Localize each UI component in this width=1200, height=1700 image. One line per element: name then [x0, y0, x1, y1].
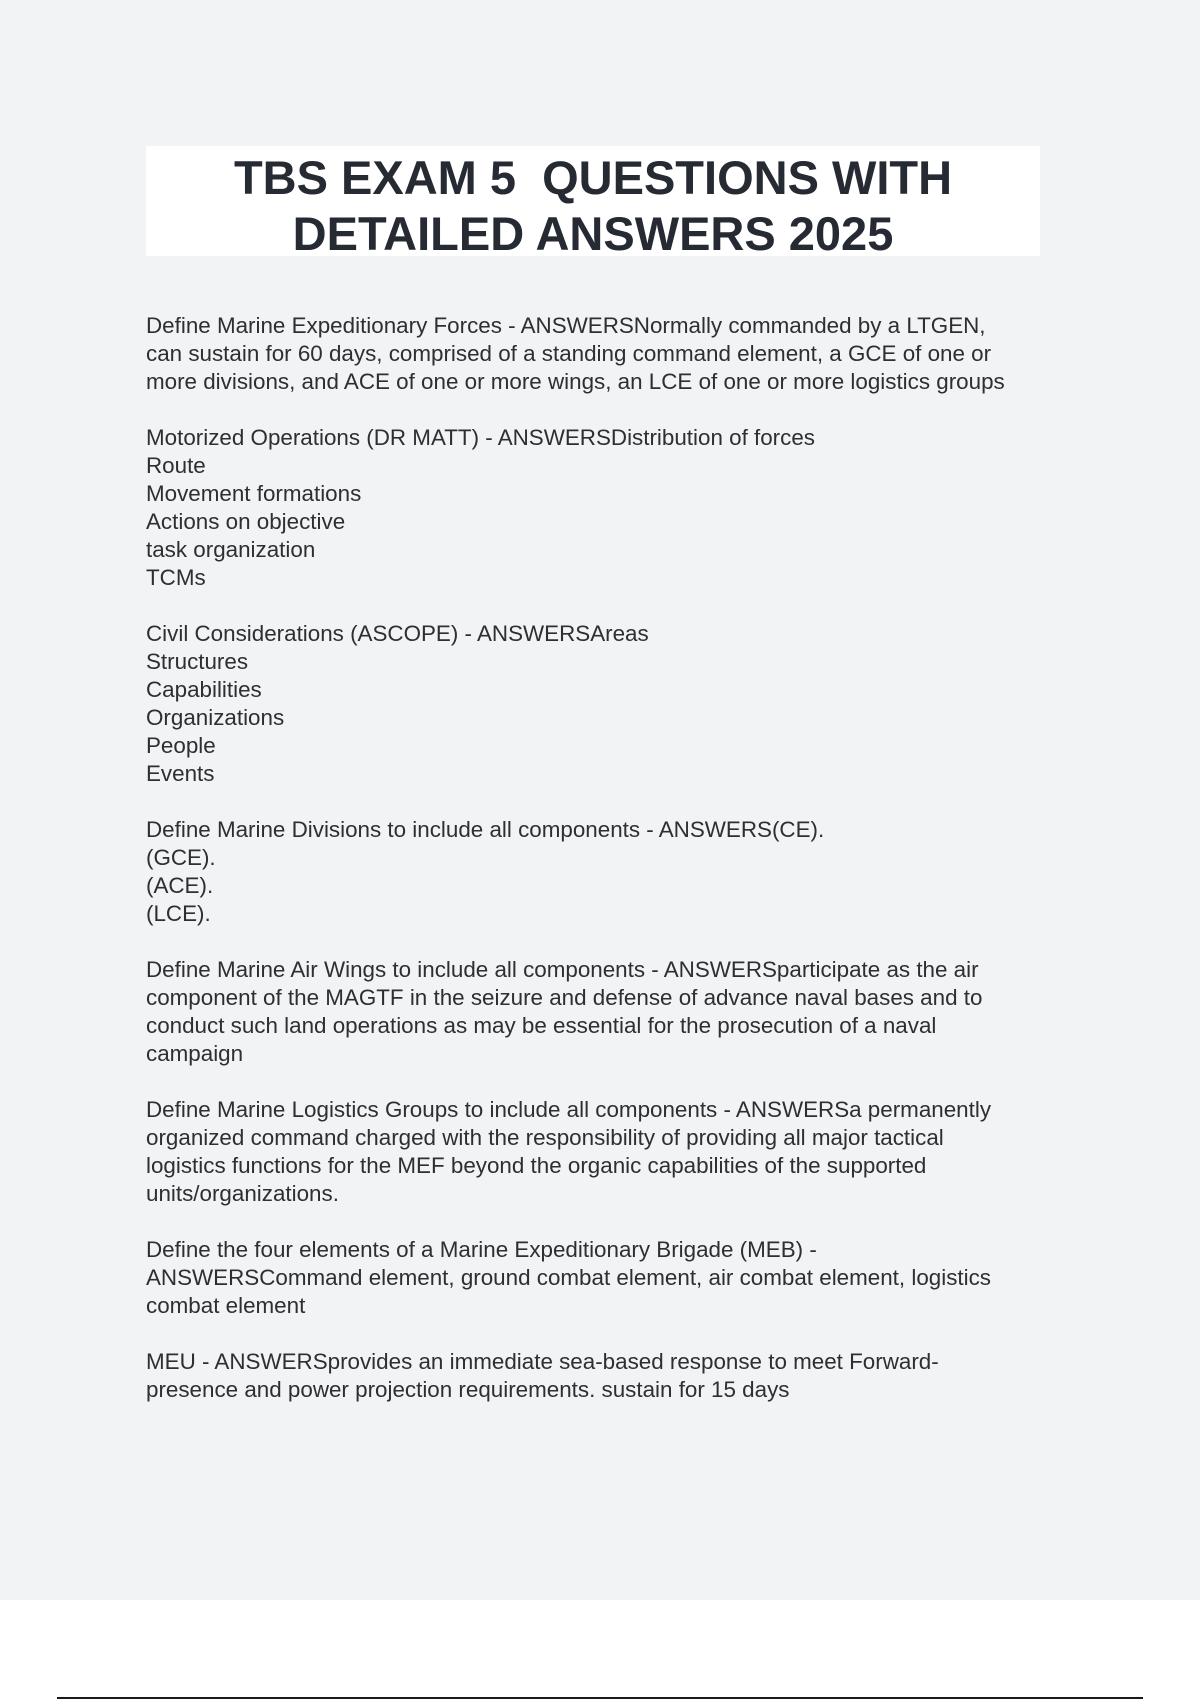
qa-line: (GCE).	[146, 845, 216, 870]
qa-line: Define Marine Divisions to include all components - ANSWERS(CE).	[146, 817, 825, 842]
qa-line: task organization	[146, 537, 316, 562]
document-title-line-1: TBS EXAM 5 QUESTIONS WITH	[233, 151, 953, 204]
footer-divider	[57, 1697, 1143, 1699]
qa-item-5	[146, 956, 1086, 1068]
qa-line: MEU - ANSWERSprovides an immediate sea-based response to meet Forward-	[146, 1349, 939, 1374]
qa-item-3	[146, 620, 1086, 788]
qa-line: component of the MAGTF in the seizure and defense of advance naval bases and to	[146, 985, 983, 1010]
qa-line: organized command charged with the responsibility of providing all major tactical	[146, 1125, 944, 1150]
qa-line: People	[146, 733, 216, 758]
qa-line: combat element	[146, 1293, 306, 1318]
document-title-line-2: DETAILED ANSWERS 2025	[292, 207, 894, 260]
qa-line: can sustain for 60 days, comprised of a standing command element, a GCE of one or	[146, 341, 992, 366]
qa-line: Define the four elements of a Marine Expeditionary Brigade (MEB) -	[146, 1237, 817, 1262]
qa-line: Movement formations	[146, 481, 362, 506]
qa-line: Events	[146, 761, 215, 786]
qa-line: logistics functions for the MEF beyond the organic capabilities of the supported	[146, 1153, 927, 1178]
qa-item-1	[146, 312, 1086, 396]
qa-item-8	[146, 1348, 1086, 1404]
qa-line: campaign	[146, 1041, 244, 1066]
qa-line: (LCE).	[146, 901, 211, 926]
qa-line: Define Marine Expeditionary Forces - ANSWERSNormally commanded by a LTGEN,	[146, 313, 986, 338]
qa-line: Route	[146, 453, 206, 478]
qa-line: units/organizations.	[146, 1181, 339, 1206]
qa-line: Define Marine Air Wings to include all components - ANSWERSparticipate as the air	[146, 957, 979, 982]
qa-line: Structures	[146, 649, 249, 674]
qa-line: ANSWERSCommand element, ground combat element, air combat element, logistics	[146, 1265, 991, 1290]
qa-list	[146, 312, 1086, 1432]
qa-line: more divisions, and ACE of one or more wings, an LCE of one or more logistics groups	[146, 369, 1005, 394]
qa-line: Define Marine Logistics Groups to include all components - ANSWERSa permanently	[146, 1097, 992, 1122]
qa-item-6	[146, 1096, 1086, 1208]
qa-line: Organizations	[146, 705, 285, 730]
qa-line: Actions on objective	[146, 509, 346, 534]
qa-line: Civil Considerations (ASCOPE) - ANSWERSAreas	[146, 621, 649, 646]
qa-line: conduct such land operations as may be essential for the prosecution of a naval	[146, 1013, 937, 1038]
qa-line: TCMs	[146, 565, 206, 590]
qa-item-4	[146, 816, 1086, 928]
qa-item-7	[146, 1236, 1086, 1320]
title-banner	[146, 146, 1040, 260]
qa-line: Capabilities	[146, 677, 262, 702]
qa-line: presence and power projection requirements. sustain for 15 days	[146, 1377, 790, 1402]
qa-item-2	[146, 424, 1086, 592]
qa-line: Motorized Operations (DR MATT) - ANSWERSDistribution of forces	[146, 425, 815, 450]
qa-line: (ACE).	[146, 873, 214, 898]
